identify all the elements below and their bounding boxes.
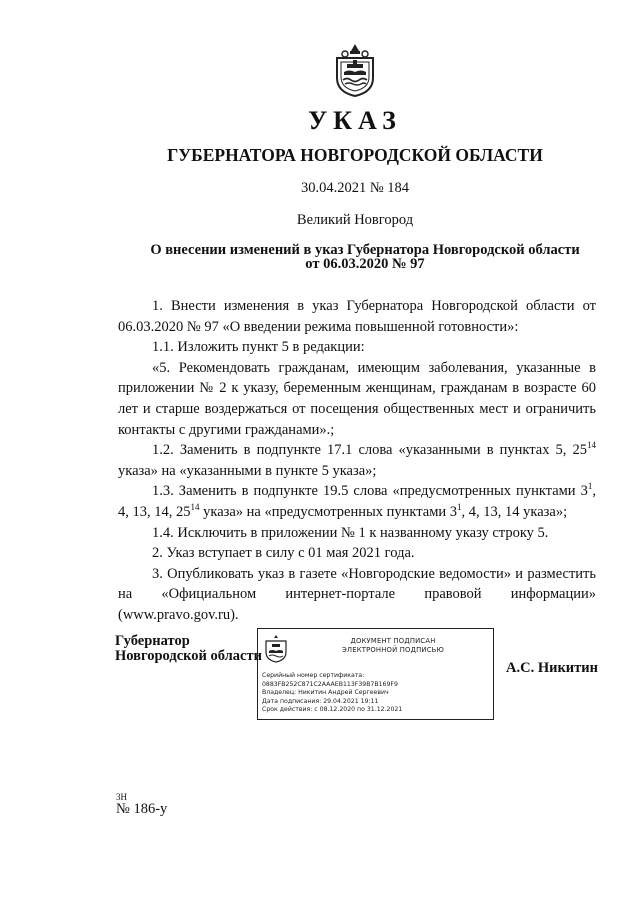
heading-line-1: О внесении изменений в указ Губернатора Новгородской области	[150, 242, 580, 258]
certificate-validity: Срок действия: с 08.12.2020 по 31.12.2021	[262, 706, 403, 714]
date-and-number: 30.04.2021 № 184	[300, 180, 410, 196]
paragraph-1-2-text-a: 1.2. Заменить в подпункте 17.1 слова «указанными в пунктах 5, 25	[152, 442, 587, 459]
city-name: Великий Новгород	[296, 212, 414, 228]
paragraph-1-2-text-b: указа» на «указанными в пункте 5 указа»;	[118, 462, 377, 479]
document-title: УКАЗ	[308, 106, 402, 135]
stamp-details	[262, 672, 402, 715]
heading-line-2: от 06.03.2020 № 97	[305, 256, 425, 272]
signer-position-line-1: Губернатор	[115, 633, 190, 649]
signer-position	[115, 634, 262, 664]
signer-position-line-2: Новгородской области	[115, 648, 262, 664]
paragraph-3: 3. Опубликовать указ в газете «Новгородские ведомости» и разместить на «Официальном интернет-портале правовой информации» (www.pravo.gov.ru).	[118, 565, 596, 623]
footer-code: 3Н	[116, 792, 127, 802]
stamp-title	[298, 637, 488, 654]
paragraph-1-1: 1.1. Изложить пункт 5 в редакции:	[152, 339, 365, 356]
decree-heading	[140, 243, 590, 271]
superscript: 14	[587, 440, 596, 451]
paragraph-1-3-text-d: , 4, 13, 14 указа»;	[461, 503, 568, 520]
decree-body	[118, 296, 596, 626]
paragraph-2: 2. Указ вступает в силу с 01 мая 2021 года.	[152, 545, 415, 562]
paragraph-1-3-text-a: 1.3. Заменить в подпункте 19.5 слова «предусмотренных пунктами 3	[152, 483, 588, 500]
certificate-number: 0883FB252C871C2AAAEB113F39B7B169F9	[262, 680, 398, 688]
signer-name: А.С. Никитин	[506, 660, 598, 676]
superscript: 1	[587, 481, 593, 492]
document-footer	[116, 792, 167, 817]
stamp-title-line-1: ДОКУМЕНТ ПОДПИСАН	[350, 637, 436, 645]
certificate-label: Серийный номер сертификата:	[262, 672, 365, 679]
paragraph-1: 1. Внести изменения в указ Губернатора Новгородской области от 06.03.2020 № 97 «О введении режима повышенной готовности»:	[118, 298, 596, 335]
signing-date: Дата подписания: 29.04.2021 19:11	[262, 697, 379, 705]
footer-number: № 186-у	[116, 801, 168, 817]
superscript: 14	[190, 502, 200, 513]
superscript: 1	[457, 502, 462, 513]
paragraph-1-4: 1.4. Исключить в приложении № 1 к названному указу строку 5.	[152, 524, 549, 541]
novgorod-coat-of-arms-icon	[331, 42, 379, 98]
paragraph-1-3-text-c: указа» на «предусмотренных пунктами 3	[199, 503, 458, 520]
document-issuer: ГУБЕРНАТОРА НОВГОРОДСКОЙ ОБЛАСТИ	[167, 145, 543, 165]
electronic-signature-stamp	[257, 628, 494, 720]
certificate-owner: Владелец: Никитин Андрей Сергеевич	[262, 689, 389, 697]
paragraph-1-2	[118, 440, 596, 481]
paragraph-1-3-text-b: , 4, 13, 14, 25	[118, 483, 596, 520]
stamp-title-line-2: ЭЛЕКТРОННОЙ ПОДПИСЬЮ	[341, 645, 445, 654]
paragraph-1-3	[118, 481, 596, 522]
paragraph-5-quote: «5. Рекомендовать гражданам, имеющим заболевания, указанные в приложении № 2 к указу, беременным женщинам, гражданам в возрасте 60 лет и старше воздержаться от посещения общественных мест и ограничить контакты с другими гражданами».;	[118, 359, 596, 438]
coat-of-arms-icon	[263, 634, 289, 664]
